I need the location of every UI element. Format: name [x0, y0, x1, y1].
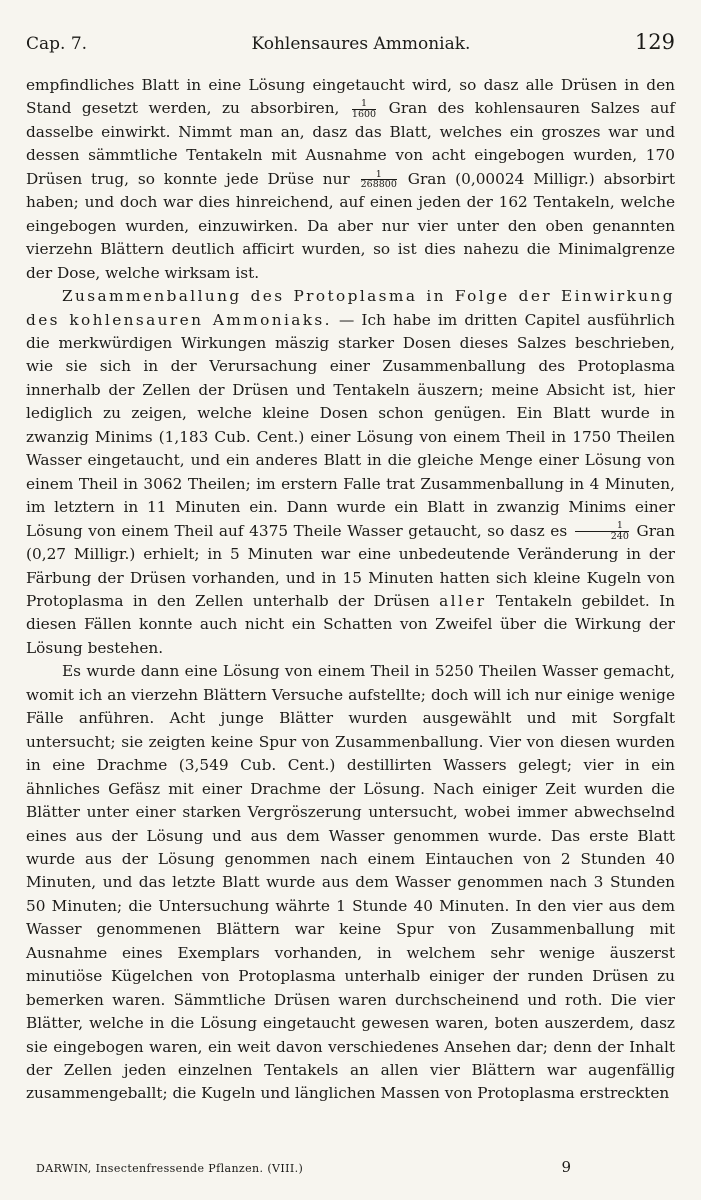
section-heading: Zusammenballung des Protoplasma in Folge der Einwirkung des kohlensauren Ammoniaks.: [26, 287, 675, 329]
emphasis-aller: aller: [439, 591, 487, 610]
paragraph-2: [26, 285, 675, 660]
p2-text-b: Gran (0,27 Milligr.) erhielt; in 5 Minuten war eine unbedeutende Veränderung in der Färbung der Drüsen vorhanden, und in 15 Minuten hatten sich kleine Kugeln von Protoplasma in den Zellen unterhalb der Drüsen: [26, 521, 675, 610]
fraction-numerator: 1: [575, 521, 629, 532]
p2-text-a: — Ich habe im dritten Capitel ausführlich die merkwürdigen Wirkungen mäszig starker Dosen dieses Salzes beschrieben, wie sie sich in der Verursachung einer Zusammenballung des Protoplasma innerhalb der Zellen der Drüsen und Tentakeln äuszern; meine Absicht ist, hier lediglich zu zeigen, welche kleine Dosen schon genügen. Ein Blatt wurde in zwanzig Minims (1,183 Cub. Cent.) einer Lösung von einem Theil in 1750 Theilen Wasser eingetaucht, und ein anderes Blatt in die gleiche Menge einer Lösung von einem Theil in 3062 Theilen; im erstern Falle trat Zusammenballung in 4 Minuten, im letztern in 11 Minuten ein. Dann wurde ein Blatt in zwanzig Minims einer Lösung von einem Theil auf 4375 Theile Wasser getaucht, so dasz es: [26, 310, 675, 540]
fraction-numerator: 1: [352, 99, 376, 110]
paragraph-3: Es wurde dann eine Lösung von einem Theil in 5250 Theilen Wasser gemacht, womit ich an vierzehn Blättern Versuche aufstellte; doch will ich nur einige wenige Fälle anführen. Acht junge Blätter wurden ausgewählt und mit Sorgfalt untersucht; sie zeigten keine Spur von Zusammenballung. Vier von diesen wurden in eine Drachme (3,549 Cub. Cent.) destillirten Wassers gelegt; vier in ein ähnliches Gefäsz mit einer Drachme der Lösung. Nach einiger Zeit wurden die Blätter unter einer starken Vergröszerung untersucht, wobei immer abwechselnd eines aus der Lösung und aus dem Wasser genommen wurde. Das erste Blatt wurde aus der Lösung genommen nach einem Eintauchen von 2 Stunden 40 Minuten, und das letzte Blatt wurde aus dem Wasser genommen nach 3 Stunden 50 Minuten; die Untersuchung währte 1 Stunde 40 Minuten. In den vier aus dem Wasser genommenen Blättern war keine Spur von Zusammenballung mit Ausnahme eines Exemplars vorhanden, in welchem sehr wenige äuszerst minutiöse Kügelchen von Protoplasma unterhalb einiger der runden Drüsen zu bemerken waren. Sämmtliche Drüsen waren durchscheinend und roth. Die vier Blätter, welche in die Lösung eingetaucht gewesen waren, boten auszerdem, dasz sie eingebogen waren, ein weit davon verschiedenes Ansehen dar; denn der Inhalt der Zellen jeden einzelnen Tentakels an allen vier Blättern war augenfällig zusammengeballt; die Kugeln und länglichen Massen von Protoplasma erstreckten: [26, 662, 675, 1103]
p1-text-a: empfindliches Blatt in eine Lösung eingetaucht wird, so dasz alle Drüsen in den Stand gesetzt werden, zu absorbiren,: [26, 76, 675, 118]
body-text: [26, 74, 675, 1106]
fraction-1-240: [575, 521, 629, 541]
signature-mark: 9: [561, 1158, 571, 1176]
fraction-numerator: 1: [361, 170, 397, 181]
p1-text-c: Gran (0,00024 Milligr.) absorbirt haben; und doch war dies hinreichend, auf einen jeden der 162 Tentakeln, welche eingebogen wurden, einzuwirken. Da aber nur vier unter den oben genannten vierzehn Blättern deutlich afficirt wurden, so ist dies nahezu die Minimalgrenze der Dose, welche wirksam ist.: [26, 169, 675, 282]
fraction-1-268800: [361, 170, 397, 190]
fraction-1-1600: [352, 99, 376, 119]
fraction-denominator: 240: [610, 530, 629, 542]
fraction-denominator: 1600: [351, 108, 377, 120]
p1-text-b: Gran des kohlensauren Salzes auf dasselbe einwirkt. Nimmt man an, dasz das Blatt, welches ein groszes war und dessen sämmtliche Tentakeln mit Ausnahme von acht eingebogen wurden, 170 Drüsen trug, so konnte jede Drüse nur: [26, 99, 676, 188]
running-header: [26, 30, 675, 64]
page-footer: [36, 1158, 661, 1176]
paragraph-1: [26, 74, 675, 285]
page-number: 129: [634, 30, 675, 54]
source-line: DARWIN, Insectenfressende Pflanzen. (VIII.): [36, 1162, 304, 1175]
fraction-denominator: 268800: [360, 179, 397, 191]
running-title: Kohlensaures Ammoniak.: [251, 34, 471, 54]
p2-text-c: Tentakeln gebildet. In diesen Fällen konnte auch nicht ein Schatten von Zweifel über die Wirkung der Lösung bestehen.: [26, 591, 675, 657]
chapter-label: Cap. 7.: [26, 34, 88, 54]
